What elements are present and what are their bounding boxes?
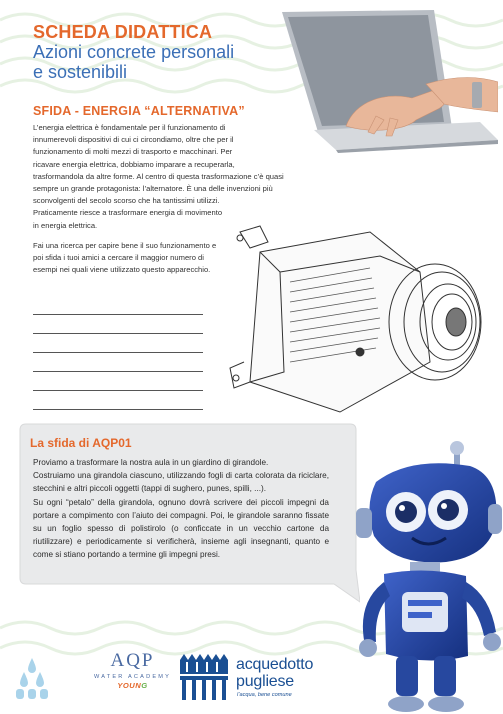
- aqp-logo-title: AQP: [110, 650, 155, 671]
- challenge-paragraph: Su ogni “petalo” della girandola, ognuno dovrà scrivere dei piccoli impegni da portare a compimento con l’aiuto dei compagni. Poi, le girandole saranno fissate su un foglio spesso di polistirolo (o conficcate in un vecchio cartone da riutilizzare) e periodicamente si verificherà, insieme agli insegnanti, quanto e come si stiano portando a termine gli impegni presi.: [33, 497, 329, 560]
- aqp-young-green: G: [141, 681, 148, 690]
- challenge-paragraph: Costruiamo una girandola ciascuno, utilizzando fogli di carta colorata da riciclare, stecchini e altri piccoli oggetti (tappi di sughero, punes, spilli, ...).: [33, 471, 329, 494]
- intro-line: trasformandola da altre forme. Al centro di questa trasformazione c’è quasi: [33, 171, 284, 181]
- robot-mascot-illustration: [350, 426, 503, 714]
- answer-line[interactable]: [33, 372, 203, 391]
- task-paragraph: [33, 240, 265, 277]
- page-header: [33, 22, 234, 82]
- intro-line: innumerevoli dispositivi di cui ci circondiamo, oltre che per il: [33, 135, 234, 145]
- task-line: poi sfida i tuoi amici a cercare il maggior numero di: [33, 253, 204, 263]
- water-drops-icon: [14, 656, 50, 702]
- intro-paragraph: [33, 122, 351, 232]
- answer-lines: [33, 296, 203, 410]
- page-subtitle-line2: e sostenibili: [33, 62, 128, 82]
- section-title: SFIDA - ENERGIA “ALTERNATIVA”: [33, 104, 245, 118]
- answer-line[interactable]: [33, 296, 203, 315]
- acquedotto-pugliese-logo[interactable]: [176, 652, 336, 704]
- intro-line: sconvolgenti del secolo scorso che ha tantissimi utilizzi.: [33, 196, 220, 206]
- answer-line[interactable]: [33, 334, 203, 353]
- brand-name: [236, 656, 313, 690]
- aqp-logo-academy: WATER ACADEMY: [93, 674, 172, 680]
- brand-name-line1: acquedotto: [236, 656, 314, 673]
- intro-line: in energia elettrica.: [33, 220, 98, 230]
- page-subtitle-line1: Azioni concrete personali: [33, 42, 235, 62]
- brand-tagline: l’acqua, bene comune: [237, 692, 292, 698]
- intro-line: sempre un grande protagonista: l’alternatore. È una delle invenzioni più: [33, 184, 273, 194]
- challenge-title: La sfida di AQP01: [30, 436, 132, 450]
- intro-line: Praticamente riesce a trasformare energia di movimento: [33, 208, 223, 218]
- brand-name-line2: pugliese: [236, 673, 295, 690]
- aqp-water-academy-logo[interactable]: [90, 650, 175, 706]
- task-line: Fai una ricerca per capire bene il suo funzionamento e: [33, 241, 217, 250]
- intro-line: ricavare energia elettrica, dobbiamo imparare a recuperarla,: [33, 159, 235, 169]
- aqueduct-tree-icon: [176, 652, 232, 702]
- challenge-paragraph: Proviamo a trasformare la nostra aula in un giardino di girandole.: [33, 458, 269, 467]
- aqp-logo-young: [90, 681, 175, 690]
- intro-line: funzionamento di molti mezzi di trasporto e macchinari. Per: [33, 147, 233, 157]
- answer-line[interactable]: [33, 315, 203, 334]
- challenge-box: [16, 420, 360, 616]
- page-title: SCHEDA DIDATTICA: [33, 22, 213, 42]
- answer-line[interactable]: [33, 353, 203, 372]
- answer-line[interactable]: [33, 391, 203, 410]
- challenge-text: [33, 456, 329, 562]
- task-line: esempi nei quali viene utilizzato questo apparecchio.: [33, 265, 211, 275]
- intro-line: L’energia elettrica è fondamentale per il funzionamento di: [33, 123, 226, 132]
- aqp-young-orange: YOUN: [117, 681, 142, 690]
